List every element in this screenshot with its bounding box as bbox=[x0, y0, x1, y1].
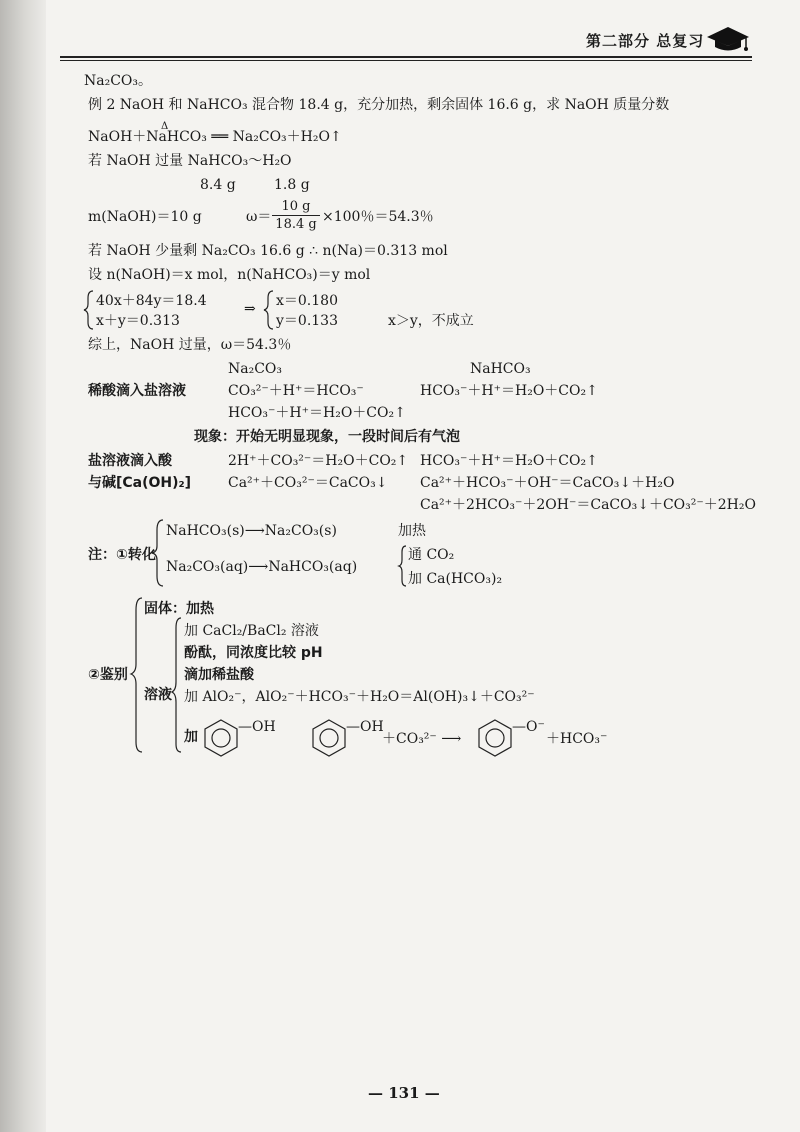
benzene-ring-icon bbox=[479, 720, 511, 756]
nahco3-with-base-1: Ca²⁺＋HCO₃⁻＋OH⁻＝CaCO₃↓＋H₂O bbox=[420, 475, 675, 491]
conversion-2: Na₂CO₃(aq)⟶NaHCO₃(aq) bbox=[166, 559, 358, 575]
solution-x: x＝0.180 bbox=[276, 293, 338, 309]
conclusion: 综上，NaOH 过量，ω＝54.3％ bbox=[88, 337, 292, 353]
equation-system-2: x＋y＝0.313 bbox=[96, 313, 180, 329]
contradiction-note: x＞y，不成立 bbox=[388, 313, 474, 329]
identify-solution-b: 酚酞，同浓度比较 pH bbox=[184, 645, 323, 661]
brace-conversion bbox=[152, 520, 163, 586]
brace-conversion-conditions bbox=[399, 546, 406, 586]
phenol-oh-2: —OH bbox=[346, 719, 384, 735]
fraction-numerator: 10 g bbox=[281, 199, 311, 214]
variable-definition: 设 n(NaOH)＝x mol，n(NaHCO₃)＝y mol bbox=[88, 267, 371, 283]
mass-water: 1.8 g bbox=[274, 177, 310, 193]
equation-system-1: 40x＋84y＝18.4 bbox=[96, 293, 207, 309]
mass-naoh: m(NaOH)＝10 g bbox=[88, 209, 202, 225]
case-naoh-deficient: 若 NaOH 少量剩 Na₂CO₃ 16.6 g ∴ n(Na)＝0.313 mol bbox=[88, 243, 448, 259]
identify-solution-c: 滴加稀盐酸 bbox=[184, 667, 254, 683]
identify-solution-d: 加 AlO₂⁻，AlO₂⁻＋HCO₃⁻＋H₂O＝Al(OH)₃↓＋CO₃²⁻ bbox=[184, 689, 535, 705]
plus-carbonate-arrow: ＋CO₃²⁻ ⟶ bbox=[382, 731, 462, 747]
benzene-ring-icon bbox=[205, 720, 237, 756]
na2co3-acid-step1: CO₃²⁻＋H⁺＝HCO₃⁻ bbox=[228, 383, 364, 399]
note-2-identification: ②鉴别 bbox=[88, 667, 128, 683]
equation-decomposition: NaOH＋NaHCO₃ ══ Na₂CO₃＋H₂O↑ bbox=[88, 129, 342, 145]
note-1-conversion: 注：①转化 bbox=[88, 547, 156, 563]
solution-label: 溶液 bbox=[144, 687, 172, 703]
case-naoh-excess: 若 NaOH 过量 NaHCO₃～H₂O bbox=[88, 153, 292, 169]
na2co3-acid-step2: HCO₃⁻＋H⁺＝H₂O＋CO₂↑ bbox=[228, 405, 406, 421]
line-carryover: Na₂CO₃。 bbox=[84, 73, 153, 89]
benzene-ring-icon bbox=[313, 720, 345, 756]
fraction-denominator: 18.4 g bbox=[275, 217, 317, 232]
nahco3-acid: HCO₃⁻＋H⁺＝H₂O＋CO₂↑ bbox=[420, 383, 598, 399]
brace-identification bbox=[131, 598, 142, 752]
section-header: 第二部分 总复习 bbox=[586, 32, 705, 50]
omega-result: ×100％＝54.3％ bbox=[322, 209, 434, 225]
identify-solution-a: 加 CaCl₂/BaCl₂ 溶液 bbox=[184, 623, 319, 639]
na2co3-into-acid: 2H⁺＋CO₃²⁻＝H₂O＋CO₂↑ bbox=[228, 453, 409, 469]
nahco3-with-base-2: Ca²⁺＋2HCO₃⁻＋2OH⁻＝CaCO₃↓＋CO₃²⁻＋2H₂O bbox=[420, 497, 756, 513]
na2co3-with-base: Ca²⁺＋CO₃²⁻＝CaCO₃↓ bbox=[228, 475, 388, 491]
mass-nahco3: 8.4 g bbox=[200, 177, 236, 193]
identify-solution-e-label: 加 bbox=[184, 729, 198, 745]
page-number: — 131 — bbox=[368, 1084, 440, 1102]
plus-bicarbonate: ＋HCO₃⁻ bbox=[546, 731, 608, 747]
phenoxide-o: —O⁻ bbox=[512, 719, 545, 735]
row-label-acid-into-salt: 稀酸滴入盐溶液 bbox=[88, 383, 186, 399]
nahco3-into-acid: HCO₃⁻＋H⁺＝H₂O＋CO₂↑ bbox=[420, 453, 598, 469]
brace-solution bbox=[264, 291, 273, 329]
reaction-condition: Δ bbox=[161, 121, 169, 132]
brace-equation-system bbox=[84, 291, 93, 329]
implies-arrow: ⇒ bbox=[244, 301, 256, 317]
column-header-na2co3: Na₂CO₃ bbox=[228, 361, 283, 377]
conversion-1: NaHCO₃(s)⟶Na₂CO₃(s) bbox=[166, 523, 337, 539]
conversion-2-condition-b: 加 Ca(HCO₃)₂ bbox=[408, 571, 503, 587]
row-label-salt-into-acid: 盐溶液滴入酸 bbox=[88, 453, 172, 469]
phenol-oh-1: —OH bbox=[238, 719, 276, 735]
brace-solution-methods bbox=[172, 618, 181, 752]
conversion-2-condition-a: 通 CO₂ bbox=[408, 547, 455, 563]
omega-label: ω＝ bbox=[246, 209, 272, 225]
row-label-with-base: 与碱[Ca(OH)₂] bbox=[88, 475, 192, 491]
conversion-1-condition: 加热 bbox=[398, 523, 426, 539]
example-2-question: 例 2 NaOH 和 NaHCO₃ 混合物 18.4 g，充分加热，剩余固体 16.6 g，求 NaOH 质量分数 bbox=[88, 97, 670, 113]
solution-y: y＝0.133 bbox=[276, 313, 338, 329]
phenomenon-note: 现象：开始无明显现象，一段时间后有气泡 bbox=[194, 429, 460, 445]
column-header-nahco3: NaHCO₃ bbox=[470, 361, 531, 377]
identify-solid: 固体：加热 bbox=[144, 601, 214, 617]
